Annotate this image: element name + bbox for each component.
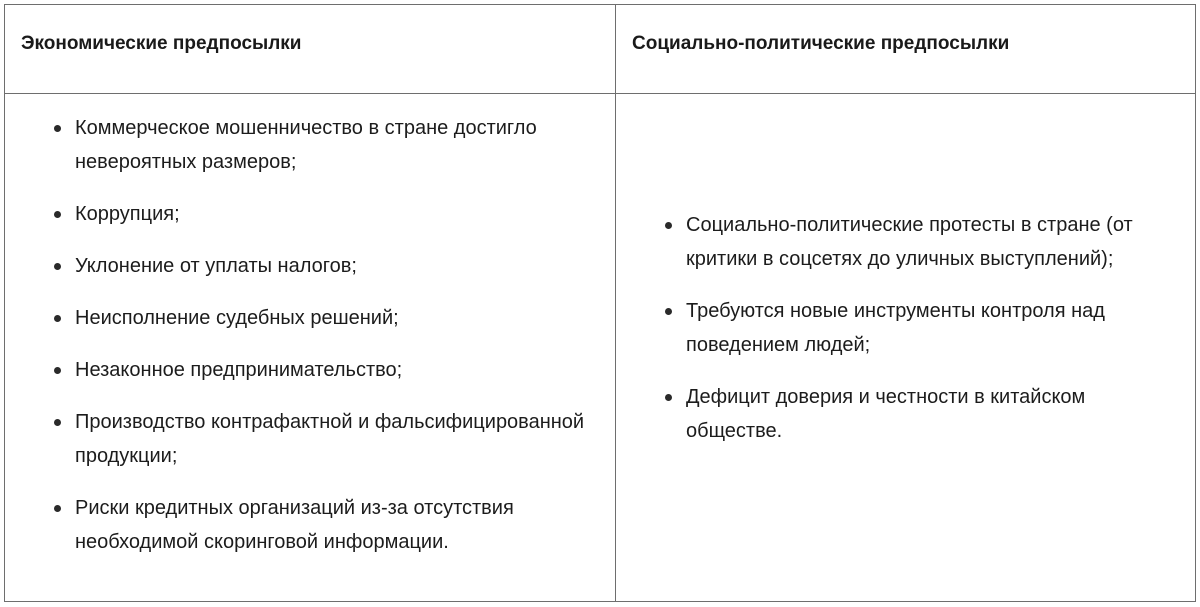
list-item (5, 301, 615, 335)
header-economic (5, 5, 616, 94)
preconditions-table (4, 4, 1196, 602)
header-economic-label: Экономические предпосылки (21, 33, 302, 54)
list-item (5, 111, 615, 179)
list-item (5, 249, 615, 283)
list-item-text: Риски кредитных организаций из-за отсутствия необходимой скоринговой информации. (75, 497, 514, 553)
list-item (5, 405, 615, 473)
list-item-text: Коммерческое мошенничество в стране достигло невероятных размеров; (75, 117, 537, 173)
bullet-icon (54, 367, 61, 374)
socio-political-cell (616, 94, 1195, 601)
list-item-text: Неисполнение судебных решений; (75, 307, 399, 329)
header-socio-political-label: Социально-политические предпосылки (632, 33, 1010, 54)
list-item (5, 491, 615, 559)
list-item-text: Социально-политические протесты в стране (от критики в соцсетях до уличных выступлений); (686, 213, 1133, 270)
bullet-icon (54, 211, 61, 218)
economic-list (5, 111, 615, 559)
list-item (5, 353, 615, 387)
list-item-text: Дефицит доверия и честности в китайском обществе. (686, 385, 1086, 442)
list-item-text: Уклонение от уплаты налогов; (75, 255, 357, 277)
bullet-icon (665, 222, 672, 229)
bullet-icon (665, 394, 672, 401)
bullet-icon (665, 308, 672, 315)
list-item (616, 380, 1195, 448)
list-item (616, 208, 1195, 276)
header-socio-political (616, 5, 1195, 94)
list-item-text: Производство контрафактной и фальсифицированной продукции; (75, 411, 585, 467)
list-item-text: Коррупция; (75, 203, 180, 225)
bullet-icon (54, 505, 61, 512)
bullet-icon (54, 263, 61, 270)
list-item (616, 294, 1195, 362)
economic-cell (5, 94, 616, 601)
list-item-text: Незаконное предпринимательство; (75, 359, 403, 381)
bullet-icon (54, 125, 61, 132)
bullet-icon (54, 419, 61, 426)
socio-political-list (616, 208, 1195, 448)
bullet-icon (54, 315, 61, 322)
list-item (5, 197, 615, 231)
list-item-text: Требуются новые инструменты контроля над поведением людей; (686, 299, 1105, 356)
